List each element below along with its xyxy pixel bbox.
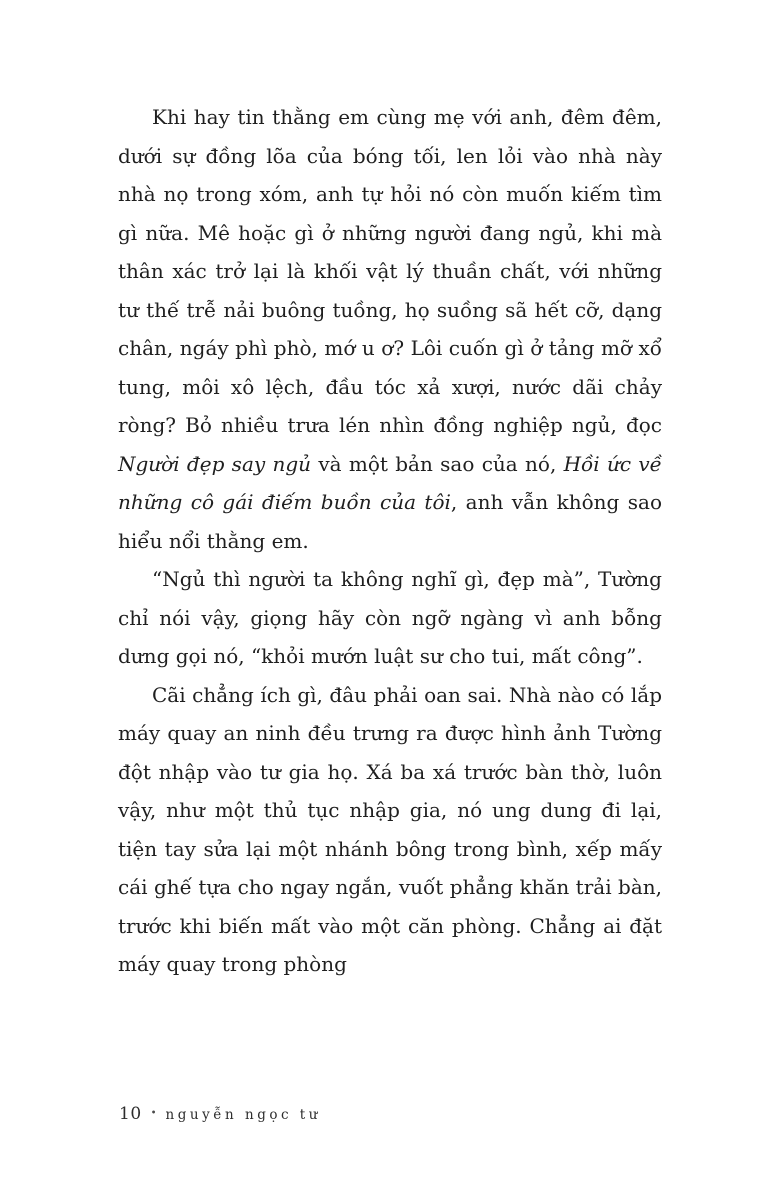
- page-footer: [119, 1104, 321, 1124]
- page-number: 10: [119, 1104, 142, 1124]
- paragraph: [118, 676, 662, 984]
- book-title-italic: Người đẹp say ngủ: [118, 451, 312, 476]
- text-segment: , anh vẫn không sao hiểu nổi thằng em.: [118, 490, 662, 553]
- text-segment: và một bản sao của nó,: [311, 451, 564, 476]
- text-segment: “Ngủ thì người ta không nghĩ gì, đẹp mà”, Tường chỉ nói vậy, giọng hãy còn ngỡ ngàng vì anh bỗng dưng gọi nó, “khỏi mướn luật sư cho tui, mất công”.: [118, 567, 662, 668]
- text-block: [118, 98, 662, 984]
- text-segment: Cãi chẳng ích gì, đâu phải oan sai. Nhà nào có lắp máy quay an ninh đều trưng ra được hình ảnh Tường đột nhập vào tư gia họ. Xá ba xá trước bàn thờ, luôn vậy, như một thủ tục nhập gia, nó ung dung đi lại, tiện tay sửa lại một nhánh bông trong bình, xếp mấy cái ghế tựa cho ngay ngắn, vuốt phẳng khăn trải bàn, trước khi biến mất vào một căn phòng. Chẳng ai đặt máy quay trong phòng: [118, 682, 662, 976]
- author-name: nguyễn ngọc tư: [165, 1107, 321, 1123]
- paragraph: [118, 560, 662, 676]
- text-segment: Khi hay tin thằng em cùng mẹ với anh, đêm đêm, dưới sự đồng lõa của bóng tối, len lỏi vào nhà này nhà nọ trong xóm, anh tự hỏi nó còn muốn kiếm tìm gì nữa. Mê hoặc gì ở những người đang ngủ, khi mà thân xác trở lại là khối vật lý thuần chất, với những tư thế trễ nải buông tuồng, họ suồng sã hết cỡ, dạng chân, ngáy phì phò, mớ u ơ? Lôi cuốn gì ở tảng mỡ xổ tung, môi xô lệch, đầu tóc xả xượi, nước dãi chảy ròng? Bỏ nhiều trưa lén nhìn đồng nghiệp ngủ, đọc: [118, 105, 662, 437]
- paragraph: [118, 98, 662, 560]
- book-title-italic: Hồi ức về những cô gái điếm buồn của tôi: [118, 451, 662, 514]
- footer-separator-dot: •: [150, 1107, 157, 1119]
